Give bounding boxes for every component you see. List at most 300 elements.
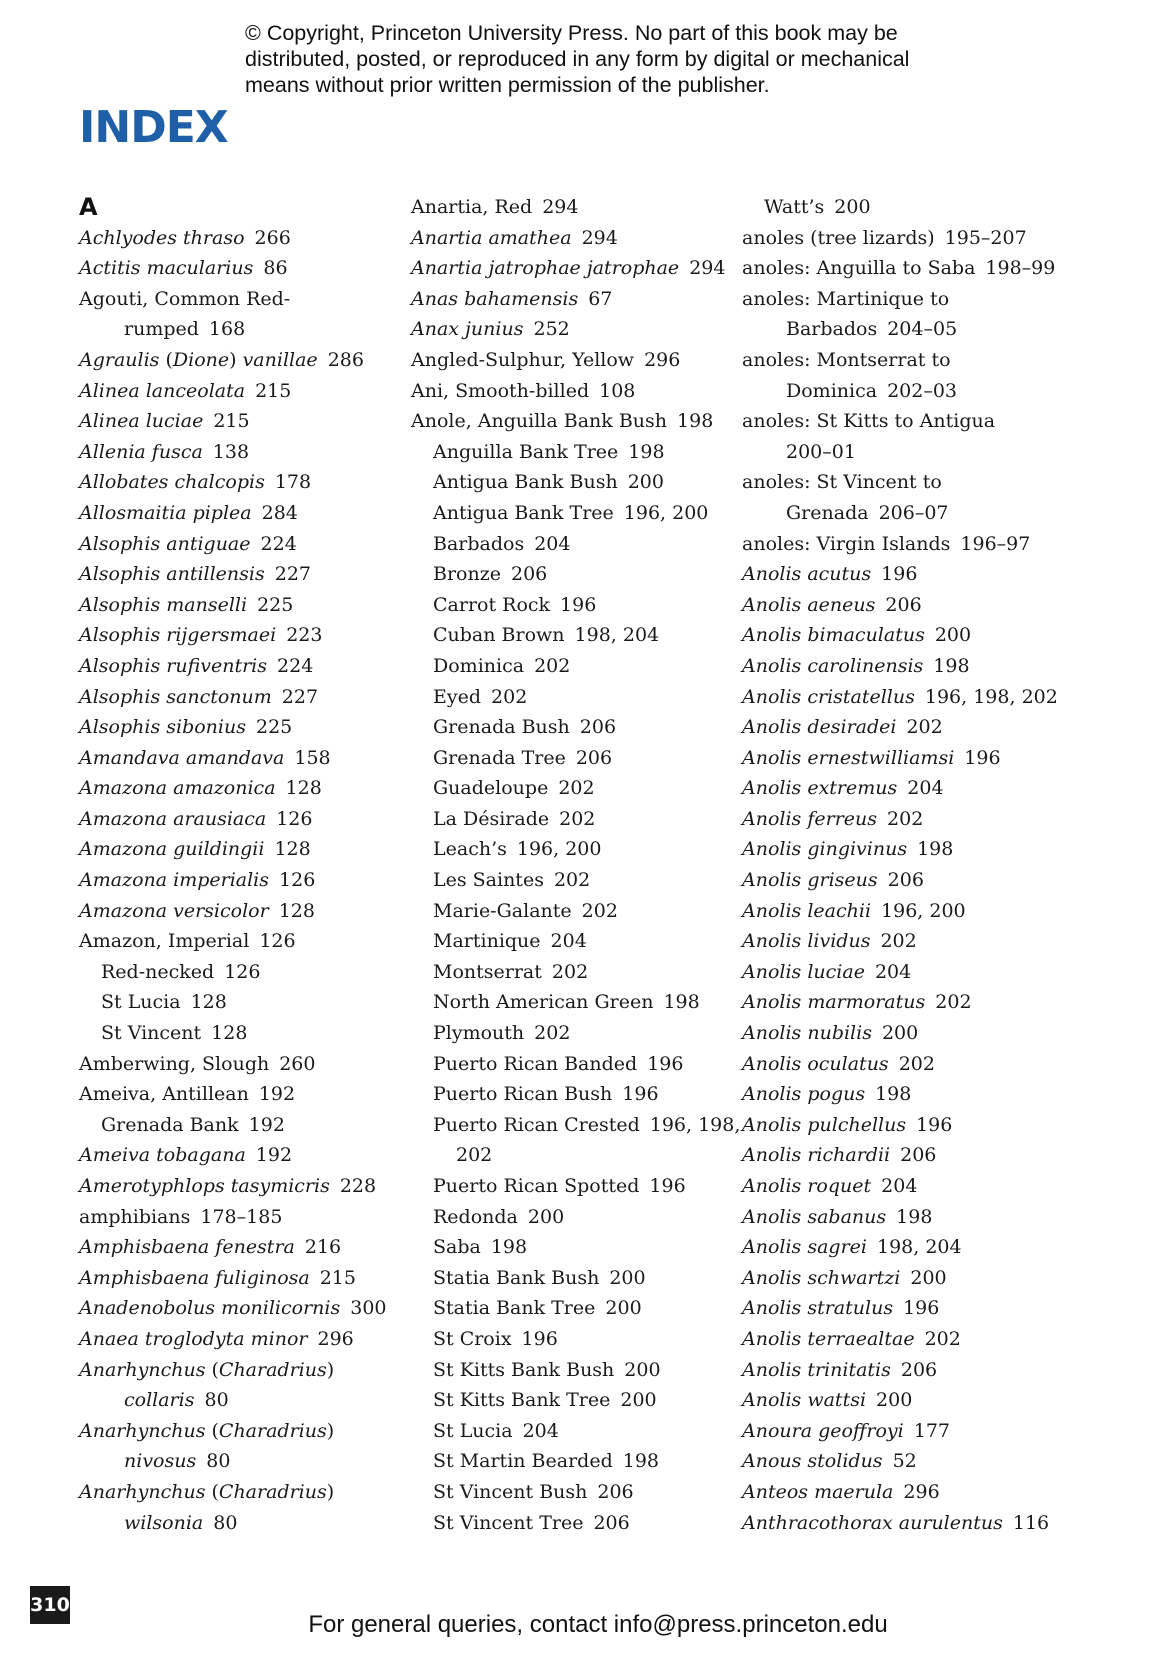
index-entry bbox=[742, 223, 1092, 254]
entry-term: Barbados bbox=[433, 532, 525, 555]
index-entry bbox=[411, 1110, 741, 1141]
index-entry bbox=[742, 590, 1092, 621]
index-entry bbox=[742, 896, 1092, 927]
index-entry bbox=[411, 1232, 731, 1263]
entry-term: anoles: Virgin Islands bbox=[742, 532, 951, 555]
entry-term: St Kitts Bank Bush bbox=[433, 1358, 615, 1381]
entry-pages: 206 bbox=[900, 1358, 938, 1381]
entry-term: Anolis trinitatis bbox=[742, 1358, 891, 1381]
index-entry bbox=[742, 529, 1092, 560]
entry-pages: 225 bbox=[257, 593, 294, 616]
entry-pages: 198, 204 bbox=[574, 624, 660, 647]
entry-term: Ameiva tobagana bbox=[79, 1144, 246, 1167]
index-entry bbox=[411, 192, 731, 223]
index-entry bbox=[742, 253, 1092, 284]
entry-term: Anax junius bbox=[411, 318, 524, 341]
entry-term: Red-necked bbox=[101, 960, 215, 983]
index-entry bbox=[79, 529, 399, 560]
entry-pages: 200 bbox=[876, 1389, 913, 1412]
entry-pages: 216 bbox=[304, 1236, 342, 1259]
entry-pages: 198 bbox=[896, 1205, 933, 1228]
entry-pages: 196 bbox=[916, 1113, 953, 1136]
entry-term: Amazona versicolor bbox=[79, 899, 269, 922]
index-entry bbox=[742, 1508, 1092, 1539]
index-entry bbox=[742, 345, 1092, 376]
entry-term: anoles: St Vincent to bbox=[742, 471, 942, 494]
entry-pages: 86 bbox=[263, 257, 288, 280]
entry-term: Alsophis sanctonum bbox=[79, 685, 272, 708]
entry-term: Anarhynchus bbox=[79, 1419, 206, 1442]
entry-pages: 198–99 bbox=[985, 257, 1056, 280]
index-entry bbox=[742, 467, 1092, 498]
index-entry bbox=[79, 498, 399, 529]
entry-pages: 284 bbox=[261, 501, 298, 524]
entry-pages: 294 bbox=[689, 257, 726, 280]
entry-term: Amazona amazonica bbox=[79, 777, 276, 800]
index-entries bbox=[742, 192, 1092, 1538]
index-entry bbox=[79, 314, 399, 345]
index-entry bbox=[742, 651, 1092, 682]
entry-pages: 128 bbox=[211, 1022, 248, 1045]
index-entry bbox=[79, 1110, 399, 1141]
index-entry bbox=[411, 559, 731, 590]
entry-term: Amphisbaena fenestra bbox=[79, 1236, 295, 1259]
entry-term: Charadrius bbox=[218, 1358, 327, 1381]
index-entry bbox=[411, 376, 731, 407]
entry-term: Angled-Sulphur, Yellow bbox=[411, 348, 635, 371]
entry-pages: 227 bbox=[274, 563, 312, 586]
index-entry bbox=[79, 1049, 399, 1080]
entry-pages: 202 bbox=[935, 991, 972, 1014]
copyright-line: distributed, posted, or reproduced in any form by digital or mechanical bbox=[245, 47, 910, 71]
index-entry bbox=[79, 1293, 399, 1324]
entry-term: Anole, Anguilla Bank Bush bbox=[411, 410, 668, 433]
index-entry bbox=[411, 314, 731, 345]
entry-term: Anolis acutus bbox=[742, 563, 872, 586]
entry-term: Grenada bbox=[786, 501, 869, 524]
entry-pages: 128 bbox=[285, 777, 322, 800]
entry-term: Anolis extremus bbox=[742, 777, 898, 800]
entry-term: Anarhynchus bbox=[79, 1358, 206, 1381]
entry-term: Allosmaitia piplea bbox=[79, 501, 252, 524]
entry-pages: 196 bbox=[647, 1052, 684, 1075]
index-entry bbox=[79, 957, 399, 988]
entry-pages: 204 bbox=[907, 777, 944, 800]
entry-term: Anolis terraealtae bbox=[742, 1327, 915, 1350]
entry-term: Anolis sabanus bbox=[742, 1205, 887, 1228]
entry-term: Achlyodes thraso bbox=[79, 226, 245, 249]
entry-term: ) bbox=[326, 1480, 335, 1503]
entry-term: St Lucia bbox=[433, 1419, 513, 1442]
entry-pages: 200 bbox=[527, 1205, 565, 1228]
entry-pages: 202 bbox=[491, 685, 528, 708]
index-entry bbox=[742, 1049, 1092, 1080]
entry-pages: 206 bbox=[597, 1480, 634, 1503]
entry-pages: 200 bbox=[910, 1266, 947, 1289]
entry-term: St Kitts Bank Tree bbox=[433, 1389, 611, 1412]
entry-term: Anaea troglodyta minor bbox=[79, 1327, 308, 1350]
entry-pages: 52 bbox=[892, 1450, 917, 1473]
entry-term: St Croix bbox=[433, 1327, 512, 1350]
index-entry bbox=[742, 1416, 1092, 1447]
entry-pages: 126 bbox=[259, 930, 296, 953]
index-entry bbox=[742, 1324, 1092, 1355]
entry-pages: 206 bbox=[575, 746, 613, 769]
entry-term: Alsophis rufiventris bbox=[79, 654, 268, 677]
entry-term: Anolis luciae bbox=[742, 960, 865, 983]
index-entries bbox=[411, 192, 741, 1538]
entry-term: wilsonia bbox=[124, 1511, 204, 1534]
index-entry bbox=[411, 467, 731, 498]
index-entry bbox=[742, 926, 1092, 957]
entry-pages: 266 bbox=[254, 226, 291, 249]
entry-pages: 198 bbox=[933, 654, 970, 677]
index-entry bbox=[742, 437, 1092, 468]
index-entry bbox=[742, 1232, 1092, 1263]
entry-term: Anartia jatrophae jatrophae bbox=[411, 257, 680, 280]
index-entry bbox=[79, 1079, 399, 1110]
entry-pages: 128 bbox=[190, 991, 227, 1014]
index-entry bbox=[742, 192, 1092, 223]
entry-term: Grenada Bank bbox=[101, 1113, 239, 1136]
entry-pages: 202 bbox=[553, 869, 591, 892]
index-entry bbox=[411, 1416, 731, 1447]
entry-pages: 196, 200 bbox=[623, 501, 709, 524]
entry-term: Anolis griseus bbox=[742, 869, 878, 892]
entry-term: amphibians bbox=[79, 1205, 191, 1228]
entry-pages: 196 bbox=[622, 1083, 659, 1106]
index-entry bbox=[742, 1355, 1092, 1386]
entry-pages: 200 bbox=[609, 1266, 646, 1289]
entry-term: Anolis marmoratus bbox=[742, 991, 926, 1014]
entry-pages: 224 bbox=[260, 532, 297, 555]
index-entry bbox=[411, 284, 731, 315]
entry-term: Puerto Rican Crested bbox=[433, 1113, 640, 1136]
index-entry bbox=[742, 559, 1092, 590]
entry-term: Dominica bbox=[433, 654, 525, 677]
index-entry bbox=[742, 865, 1092, 896]
entry-term: ( bbox=[205, 1358, 219, 1381]
entry-pages: 206 bbox=[510, 563, 548, 586]
index-entry bbox=[742, 1385, 1092, 1416]
entry-term: anoles (tree lizards) bbox=[742, 226, 935, 249]
entry-term: Alsophis sibonius bbox=[79, 716, 246, 739]
index-entry bbox=[742, 987, 1092, 1018]
entry-term: Anolis lividus bbox=[742, 930, 871, 953]
entry-pages: 215 bbox=[319, 1266, 356, 1289]
entry-pages: 202 bbox=[898, 1052, 935, 1075]
entry-pages: 223 bbox=[286, 624, 323, 647]
index-entry bbox=[411, 1385, 731, 1416]
index-entry bbox=[411, 1049, 731, 1080]
entry-pages: 80 bbox=[213, 1511, 238, 1534]
index-entry bbox=[79, 467, 399, 498]
entry-term: Anolis ernestwilliamsi bbox=[742, 746, 955, 769]
index-entry bbox=[79, 987, 399, 1018]
index-entry bbox=[79, 834, 399, 865]
index-entry bbox=[742, 1202, 1092, 1233]
entry-term: Anolis pulchellus bbox=[742, 1113, 907, 1136]
index-entry bbox=[79, 651, 399, 682]
entry-term: Grenada Tree bbox=[433, 746, 566, 769]
entry-term: Carrot Rock bbox=[433, 593, 551, 616]
entry-term: North American Green bbox=[433, 991, 654, 1014]
entry-term: Alsophis rijgersmaei bbox=[79, 624, 277, 647]
entry-term: ) bbox=[326, 1358, 335, 1381]
entry-term: Actitis macularius bbox=[79, 257, 254, 280]
entry-term: ) bbox=[326, 1419, 335, 1442]
index-entry bbox=[742, 712, 1092, 743]
entry-pages: 192 bbox=[248, 1113, 285, 1136]
entry-pages: 294 bbox=[542, 196, 579, 218]
entry-term: Anoura geoffroyi bbox=[742, 1419, 904, 1442]
entry-term: St Vincent Bush bbox=[433, 1480, 588, 1503]
index-entry bbox=[79, 1355, 399, 1386]
index-entry bbox=[742, 804, 1092, 835]
index-entry bbox=[79, 406, 399, 437]
entry-pages: 116 bbox=[1012, 1511, 1050, 1534]
entry-term: 200–01 bbox=[786, 440, 856, 463]
entry-pages: 204 bbox=[881, 1175, 918, 1197]
index-entry bbox=[742, 406, 1092, 437]
entry-pages: 108 bbox=[599, 379, 636, 402]
index-column-2 bbox=[411, 192, 741, 1538]
copyright-line: means without prior written permission of the publisher. bbox=[245, 73, 770, 97]
entry-term: Anarhynchus bbox=[79, 1480, 206, 1503]
entry-term: Charadrius bbox=[218, 1480, 327, 1503]
entry-pages: 202 bbox=[581, 899, 618, 922]
index-entry bbox=[742, 376, 1092, 407]
entry-term: Anolis richardii bbox=[742, 1144, 891, 1167]
entry-pages: 196, 200 bbox=[881, 899, 966, 922]
index-entry bbox=[79, 865, 399, 896]
entry-pages: 202 bbox=[534, 654, 571, 677]
entry-pages: 80 bbox=[204, 1389, 229, 1412]
entry-term: Montserrat bbox=[433, 960, 542, 983]
index-entry bbox=[411, 743, 731, 774]
entry-term: Anolis aeneus bbox=[742, 593, 876, 616]
entry-term: Anadenobolus monilicornis bbox=[79, 1297, 341, 1320]
entry-term: vanillae bbox=[242, 348, 318, 371]
index-entry bbox=[411, 1446, 731, 1477]
entry-pages: 294 bbox=[581, 226, 618, 249]
entry-term: Allenia fusca bbox=[79, 440, 203, 463]
entry-term: Alinea luciae bbox=[79, 410, 204, 433]
footer-contact: For general queries, contact info@press.princeton.edu bbox=[308, 1611, 888, 1638]
index-entry bbox=[79, 559, 399, 590]
index-entry bbox=[79, 1171, 399, 1202]
entry-term: Amerotyphlops tasymicris bbox=[79, 1175, 330, 1197]
entry-pages: 198 bbox=[875, 1083, 912, 1106]
entry-pages: 206 bbox=[579, 716, 617, 739]
entry-pages: 196, 198, bbox=[649, 1113, 741, 1136]
entry-term: Dione bbox=[172, 348, 230, 371]
entry-term: ) bbox=[229, 348, 243, 371]
entry-term: Amazon, Imperial bbox=[79, 930, 250, 953]
entry-term: Puerto Rican Bush bbox=[433, 1083, 613, 1106]
index-entry bbox=[742, 284, 1092, 315]
entry-term: Marie-Galante bbox=[433, 899, 572, 922]
index-entry bbox=[742, 1110, 1092, 1141]
entry-pages: 192 bbox=[258, 1083, 296, 1106]
entry-term: Anolis desiradei bbox=[742, 716, 897, 739]
index-entry bbox=[411, 926, 731, 957]
entry-pages: 296 bbox=[644, 348, 681, 371]
entry-term: ( bbox=[159, 348, 173, 371]
index-entry bbox=[79, 926, 399, 957]
entry-pages: 178 bbox=[274, 471, 312, 494]
entry-term: Eyed bbox=[433, 685, 482, 708]
index-entry bbox=[79, 773, 399, 804]
entry-term: Alsophis manselli bbox=[79, 593, 248, 616]
entry-term: Anolis carolinensis bbox=[742, 654, 924, 677]
entry-pages: 202–03 bbox=[887, 379, 958, 402]
entry-term: Saba bbox=[433, 1236, 481, 1259]
entry-pages: 177 bbox=[913, 1419, 950, 1442]
index-entry bbox=[79, 1140, 399, 1171]
entry-pages: 200 bbox=[620, 1389, 657, 1412]
copyright-line: © Copyright, Princeton University Press. No part of this book may be bbox=[245, 21, 898, 45]
entry-term: Statia Bank Tree bbox=[433, 1297, 596, 1320]
entry-pages: 67 bbox=[588, 287, 613, 310]
page-title: INDEX bbox=[79, 102, 228, 153]
entry-pages: 158 bbox=[294, 746, 331, 769]
entry-pages: 228 bbox=[339, 1175, 377, 1197]
entry-pages: 198 bbox=[628, 440, 665, 463]
entry-term: 202 bbox=[456, 1144, 493, 1167]
index-entry bbox=[742, 498, 1092, 529]
entry-pages: 227 bbox=[281, 685, 319, 708]
index-entry bbox=[79, 1446, 399, 1477]
entry-term: collaris bbox=[124, 1389, 195, 1412]
entry-pages: 196–97 bbox=[960, 532, 1031, 555]
entry-term: Guadeloupe bbox=[433, 777, 549, 800]
entry-term: Anolis sagrei bbox=[742, 1236, 867, 1259]
entry-pages: 196 bbox=[903, 1297, 940, 1320]
entry-term: Anolis wattsi bbox=[742, 1389, 867, 1412]
entry-term: anoles: Martinique to bbox=[742, 287, 950, 310]
entry-term: St Martin Bearded bbox=[433, 1450, 613, 1473]
entry-term: Agraulis bbox=[79, 348, 160, 371]
entry-term: Amazona arausiaca bbox=[79, 807, 267, 830]
entry-term: Anolis gingivinus bbox=[742, 838, 908, 861]
entry-term: Charadrius bbox=[218, 1419, 327, 1442]
entry-term: Grenada Bush bbox=[433, 716, 570, 739]
entry-term: Leach’s bbox=[433, 838, 507, 861]
entry-pages: 225 bbox=[255, 716, 293, 739]
entry-term: Anas bahamensis bbox=[411, 287, 579, 310]
entry-term: Bronze bbox=[433, 563, 501, 586]
index-entry bbox=[742, 957, 1092, 988]
index-entry bbox=[411, 529, 731, 560]
index-entry bbox=[411, 1140, 731, 1171]
index-entry bbox=[79, 1263, 399, 1294]
index-entry bbox=[411, 1202, 731, 1233]
index-entry bbox=[411, 957, 731, 988]
index-entry bbox=[742, 1140, 1092, 1171]
index-entry bbox=[79, 804, 399, 835]
index-column-1 bbox=[79, 192, 399, 1538]
entry-term: ( bbox=[205, 1419, 219, 1442]
entry-pages: 196 bbox=[964, 746, 1001, 769]
entry-term: Puerto Rican Banded bbox=[433, 1052, 638, 1075]
index-entry bbox=[411, 406, 731, 437]
entry-pages: 128 bbox=[278, 899, 315, 922]
entry-term: Anolis cristatellus bbox=[742, 685, 915, 708]
index-entry bbox=[742, 773, 1092, 804]
index-entry bbox=[742, 743, 1092, 774]
entry-term: Ameiva, Antillean bbox=[79, 1083, 249, 1106]
entry-term: Anolis bimaculatus bbox=[742, 624, 925, 647]
entry-pages: 80 bbox=[206, 1450, 231, 1473]
index-entry bbox=[411, 1018, 731, 1049]
entry-pages: 206–07 bbox=[878, 501, 949, 524]
entry-pages: 296 bbox=[317, 1327, 354, 1350]
entry-term: Antigua Bank Tree bbox=[433, 501, 614, 524]
entry-pages: 196, 200 bbox=[516, 838, 602, 861]
entry-pages: 296 bbox=[903, 1480, 940, 1503]
index-entry bbox=[79, 1018, 399, 1049]
entry-pages: 204 bbox=[522, 1419, 559, 1442]
entry-pages: 202 bbox=[924, 1327, 961, 1350]
index-entry bbox=[411, 834, 731, 865]
index-entry bbox=[742, 1263, 1092, 1294]
entry-pages: 198 bbox=[677, 410, 714, 433]
entry-pages: 126 bbox=[224, 960, 261, 983]
entry-pages: 224 bbox=[277, 654, 314, 677]
entry-pages: 202 bbox=[559, 807, 596, 830]
entry-pages: 192 bbox=[255, 1144, 293, 1167]
entry-term: Amazona guildingii bbox=[79, 838, 265, 861]
entry-pages: 195–207 bbox=[944, 226, 1027, 249]
entry-pages: 200 bbox=[834, 196, 871, 218]
entry-pages: 206 bbox=[593, 1511, 630, 1534]
index-entry bbox=[411, 773, 731, 804]
index-entry bbox=[411, 437, 731, 468]
index-entry bbox=[411, 712, 731, 743]
index-entry bbox=[742, 834, 1092, 865]
entry-term: Dominica bbox=[786, 379, 878, 402]
index-entry bbox=[742, 1018, 1092, 1049]
copyright-notice bbox=[245, 20, 945, 98]
entry-pages: 202 bbox=[880, 930, 917, 953]
index-entry bbox=[79, 376, 399, 407]
entry-term: Anartia, Red bbox=[411, 196, 533, 218]
entry-term: anoles: Anguilla to Saba bbox=[742, 257, 976, 280]
entry-term: Cuban Brown bbox=[433, 624, 565, 647]
entry-term: anoles: St Kitts to Antigua bbox=[742, 410, 996, 433]
entry-term: Amazona imperialis bbox=[79, 869, 270, 892]
index-entry bbox=[79, 253, 399, 284]
index-entry bbox=[742, 1446, 1092, 1477]
index-entry bbox=[79, 743, 399, 774]
section-letter: A bbox=[79, 193, 98, 221]
entry-pages: 202 bbox=[551, 960, 589, 983]
index-entry bbox=[411, 804, 731, 835]
entry-term: Anolis stratulus bbox=[742, 1297, 894, 1320]
entry-pages: 126 bbox=[279, 869, 316, 892]
entry-term: Allobates chalcopis bbox=[79, 471, 265, 494]
index-entry bbox=[742, 314, 1092, 345]
entry-term: rumped bbox=[124, 318, 199, 341]
index-entry bbox=[742, 1171, 1092, 1202]
entry-pages: 168 bbox=[208, 318, 246, 341]
entry-term: Anolis nubilis bbox=[742, 1022, 872, 1045]
entry-pages: 196 bbox=[649, 1175, 686, 1197]
index-entry bbox=[79, 1324, 399, 1355]
entry-term: Statia Bank Bush bbox=[433, 1266, 600, 1289]
entry-term: Anolis pogus bbox=[742, 1083, 866, 1106]
